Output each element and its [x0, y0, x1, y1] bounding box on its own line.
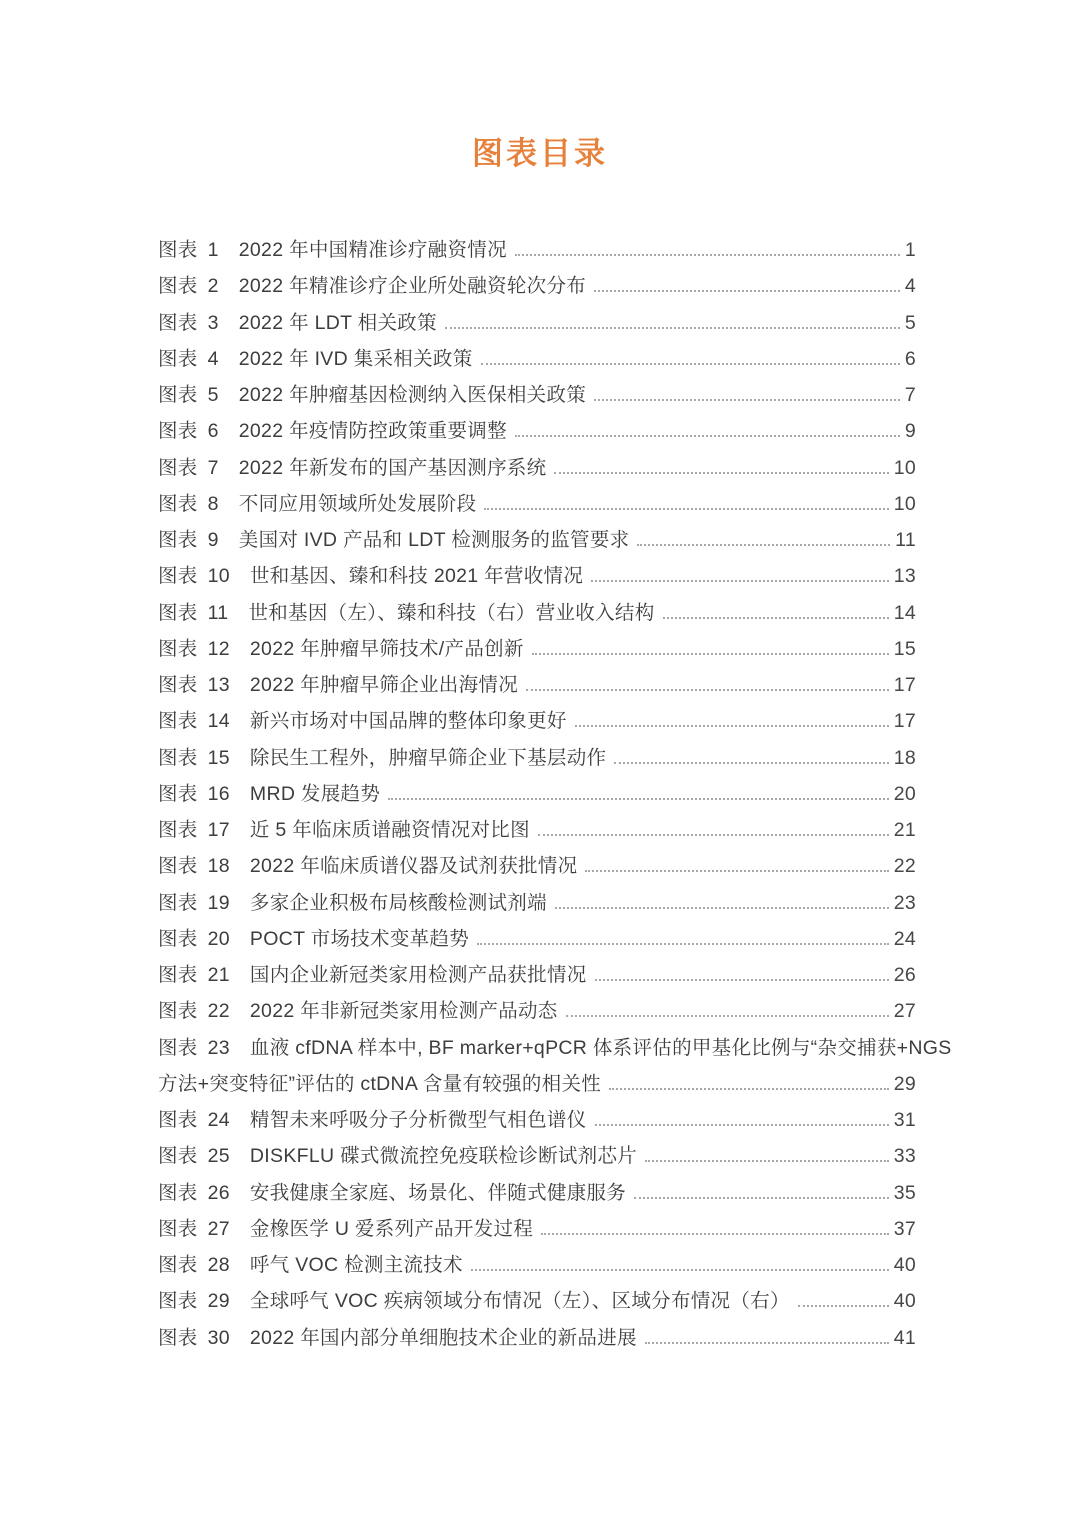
entry-title: POCT 市场技术变革趋势	[249, 927, 470, 950]
entry-number: 14	[207, 710, 230, 733]
page-number: 1	[904, 239, 916, 261]
dot-leader	[594, 399, 900, 401]
dot-leader	[477, 943, 889, 945]
toc-entry	[158, 812, 916, 848]
entry-label: 图表	[158, 1000, 198, 1023]
page-number: 15	[893, 637, 916, 660]
toc-entry	[158, 305, 916, 341]
entry-number: 6	[207, 420, 219, 443]
entry-label: 图表	[158, 1036, 198, 1059]
entry-title: 美国对 IVD 产品和 LDT 检测服务的监管要求	[238, 529, 630, 551]
entry-title: 世和基因、臻和科技 2021 年营收情况	[249, 565, 584, 588]
entry-label: 图表	[158, 1326, 198, 1349]
entry-number: 26	[207, 1181, 230, 1204]
page-number: 13	[893, 565, 916, 588]
entry-title: 2022 年新发布的国产基因测序系统	[238, 456, 547, 479]
toc-entry	[158, 667, 916, 703]
dot-leader	[637, 544, 890, 546]
page-number: 27	[893, 1000, 916, 1023]
toc-list	[158, 232, 952, 1356]
dot-leader	[575, 725, 889, 727]
entry-number: 20	[207, 927, 230, 950]
toc-entry	[158, 703, 916, 739]
dot-leader	[532, 653, 889, 655]
entry-label: 图表	[158, 601, 198, 624]
page-number: 5	[904, 311, 916, 334]
entry-number: 1	[207, 239, 219, 261]
toc-entry	[158, 486, 916, 522]
toc-entry	[158, 413, 916, 449]
page-number: 26	[893, 964, 916, 986]
entry-number: 22	[207, 1000, 230, 1023]
page-number: 33	[893, 1145, 916, 1168]
dot-leader	[471, 1269, 889, 1271]
entry-label: 图表	[158, 927, 198, 950]
entry-number: 30	[207, 1326, 230, 1349]
entry-number: 8	[207, 492, 219, 515]
entry-title: 近 5 年临床质谱融资情况对比图	[249, 819, 530, 841]
entry-number: 18	[207, 855, 230, 878]
entry-label: 图表	[158, 674, 198, 696]
toc-entry	[158, 450, 916, 486]
entry-title: 2022 年中国精准诊疗融资情况	[238, 239, 507, 261]
toc-entry	[158, 341, 916, 377]
page-number: 21	[893, 819, 916, 841]
entry-label: 图表	[158, 1145, 198, 1168]
toc-entry	[158, 1320, 916, 1356]
entry-number: 23	[207, 1036, 230, 1059]
page-number: 6	[904, 347, 916, 370]
entry-label: 图表	[158, 1181, 198, 1204]
dot-leader	[388, 798, 889, 800]
page-number: 20	[893, 782, 916, 805]
page-title: 图表目录	[472, 136, 608, 171]
toc-entry	[158, 558, 916, 594]
entry-label: 图表	[158, 1290, 198, 1313]
page-number: 29	[893, 1072, 916, 1095]
entry-number: 13	[207, 674, 230, 696]
dot-leader	[481, 363, 900, 365]
dot-leader	[541, 1233, 889, 1235]
entry-title: 除民生工程外，肿瘤早筛企业下基层动作	[249, 746, 607, 769]
entry-label: 图表	[158, 710, 198, 733]
entry-title: 2022 年肿瘤早筛企业出海情况	[249, 674, 519, 696]
entry-label: 图表	[158, 565, 198, 588]
entry-label: 图表	[158, 1217, 198, 1240]
toc-entry	[158, 1175, 916, 1211]
page-number: 23	[893, 891, 916, 914]
entry-title: 精智未来呼吸分子分析微型气相色谱仪	[249, 1109, 587, 1131]
toc-entry	[158, 885, 916, 921]
entry-title: 安我健康全家庭、场景化、伴随式健康服务	[249, 1181, 627, 1204]
toc-entry-continuation	[158, 1066, 916, 1102]
page-number: 17	[893, 710, 916, 733]
dot-leader	[595, 979, 889, 981]
page-number: 18	[893, 746, 916, 769]
toc-entry	[158, 921, 916, 957]
entry-title: 2022 年精准诊疗企业所处融资轮次分布	[238, 275, 587, 298]
entry-number: 9	[207, 529, 219, 551]
page-number: 11	[895, 529, 916, 551]
page-number: 22	[893, 855, 916, 878]
entry-label: 图表	[158, 855, 198, 878]
dot-leader	[663, 617, 889, 619]
entry-title: 2022 年 IVD 集采相关政策	[238, 347, 473, 370]
entry-label: 图表	[158, 1254, 198, 1276]
entry-number: 17	[207, 819, 230, 841]
entry-number: 10	[207, 565, 230, 588]
dot-leader	[595, 1124, 889, 1126]
dot-leader	[555, 907, 889, 909]
toc-entry	[158, 232, 916, 268]
dot-leader	[585, 870, 888, 872]
entry-label: 图表	[158, 239, 198, 261]
toc-entry	[158, 631, 916, 667]
entry-number: 3	[207, 311, 219, 334]
dot-leader	[566, 1015, 889, 1017]
page-number: 41	[893, 1326, 916, 1349]
entry-number: 15	[207, 746, 230, 769]
entry-label: 图表	[158, 384, 198, 406]
entry-number: 27	[207, 1217, 230, 1240]
entry-title: MRD 发展趋势	[249, 782, 381, 805]
entry-label: 图表	[158, 891, 198, 914]
entry-label: 图表	[158, 492, 198, 515]
entry-label: 图表	[158, 311, 198, 334]
entry-title: 国内企业新冠类家用检测产品获批情况	[249, 964, 587, 986]
dot-leader	[634, 1197, 889, 1199]
entry-number: 28	[207, 1254, 230, 1276]
dot-leader	[484, 508, 888, 510]
entry-label: 图表	[158, 1109, 198, 1131]
dot-leader	[538, 834, 889, 836]
toc-entry	[158, 776, 916, 812]
page-number: 4	[904, 275, 916, 298]
entry-title: 呼气 VOC 检测主流技术	[249, 1254, 463, 1276]
entry-number: 2	[207, 275, 219, 298]
toc-entry	[158, 595, 916, 631]
dot-leader	[554, 472, 888, 474]
page-number: 35	[893, 1181, 916, 1204]
dot-leader	[515, 254, 900, 256]
toc-entry	[158, 522, 916, 558]
entry-title: 不同应用领域所处发展阶段	[238, 492, 477, 515]
toc-entry	[158, 1138, 916, 1174]
entry-number: 11	[207, 601, 229, 624]
dot-leader	[614, 762, 888, 764]
entry-title: 新兴市场对中国品牌的整体印象更好	[249, 710, 567, 733]
entry-label: 图表	[158, 782, 198, 805]
page-number: 10	[893, 456, 916, 479]
entry-number: 19	[207, 891, 230, 914]
dot-leader	[515, 435, 900, 437]
dot-leader	[798, 1305, 889, 1307]
page-number: 7	[904, 384, 916, 406]
entry-label: 图表	[158, 420, 198, 443]
page-number: 40	[893, 1290, 916, 1313]
entry-title: 2022 年非新冠类家用检测产品动态	[249, 1000, 558, 1023]
entry-number: 16	[207, 782, 230, 805]
toc-entry	[158, 1283, 916, 1319]
toc-entry	[158, 993, 916, 1029]
entry-title: 2022 年国内部分单细胞技术企业的新品进展	[249, 1326, 637, 1349]
entry-label: 图表	[158, 637, 198, 660]
entry-title: DISKFLU 碟式微流控免疫联检诊断试剂芯片	[249, 1145, 638, 1168]
toc-entry	[158, 268, 916, 304]
dot-leader	[645, 1342, 889, 1344]
entry-number: 5	[207, 384, 219, 406]
dot-leader	[594, 290, 900, 292]
entry-title: 全球呼气 VOC 疾病领域分布情况（左）、区域分布情况（右）	[249, 1290, 790, 1313]
entry-title: 2022 年肿瘤早筛技术/产品创新	[249, 637, 524, 660]
entry-title: 金橡医学 U 爱系列产品开发过程	[249, 1217, 534, 1240]
entry-number: 21	[207, 964, 230, 986]
dot-leader	[591, 580, 889, 582]
page-number: 24	[893, 927, 916, 950]
entry-title: 世和基因（左）、臻和科技（右）营业收入结构	[248, 601, 655, 624]
entry-number: 24	[207, 1109, 230, 1131]
entry-title: 多家企业积极布局核酸检测试剂端	[249, 891, 547, 914]
entry-title-continuation: 方法+突变特征”评估的 ctDNA 含量有较强的相关性	[158, 1072, 602, 1095]
entry-number: 4	[207, 347, 219, 370]
entry-title: 2022 年 LDT 相关政策	[238, 311, 437, 334]
page-number: 9	[904, 420, 916, 443]
dot-leader	[445, 327, 900, 329]
dot-leader	[645, 1160, 889, 1162]
dot-leader	[526, 689, 889, 691]
dot-leader	[609, 1088, 889, 1090]
toc-entry	[158, 957, 916, 993]
entry-number: 25	[207, 1145, 230, 1168]
toc-entry	[158, 1030, 952, 1066]
entry-number: 29	[207, 1290, 230, 1313]
page-number: 14	[893, 601, 916, 624]
entry-label: 图表	[158, 746, 198, 769]
toc-entry	[158, 1102, 916, 1138]
page-number: 37	[893, 1217, 916, 1240]
entry-title: 2022 年肿瘤基因检测纳入医保相关政策	[238, 384, 587, 406]
entry-label: 图表	[158, 819, 198, 841]
entry-label: 图表	[158, 456, 198, 479]
page-number: 31	[893, 1109, 916, 1131]
entry-title: 血液 cfDNA 样本中, BF marker+qPCR 体系评估的甲基化比例与“杂交捕获+NGS	[249, 1036, 952, 1059]
entry-number: 7	[207, 456, 219, 479]
toc-entry	[158, 1211, 916, 1247]
entry-label: 图表	[158, 964, 198, 986]
entry-label: 图表	[158, 529, 198, 551]
entry-label: 图表	[158, 275, 198, 298]
entry-number: 12	[207, 637, 230, 660]
page-number: 17	[893, 674, 916, 696]
toc-entry	[158, 1247, 916, 1283]
entry-title: 2022 年临床质谱仪器及试剂获批情况	[249, 855, 578, 878]
page-number: 10	[893, 492, 916, 515]
toc-entry	[158, 377, 916, 413]
toc-entry	[158, 848, 916, 884]
entry-title: 2022 年疫情防控政策重要调整	[238, 420, 507, 443]
toc-entry	[158, 740, 916, 776]
entry-label: 图表	[158, 347, 198, 370]
page-number: 40	[893, 1254, 916, 1276]
